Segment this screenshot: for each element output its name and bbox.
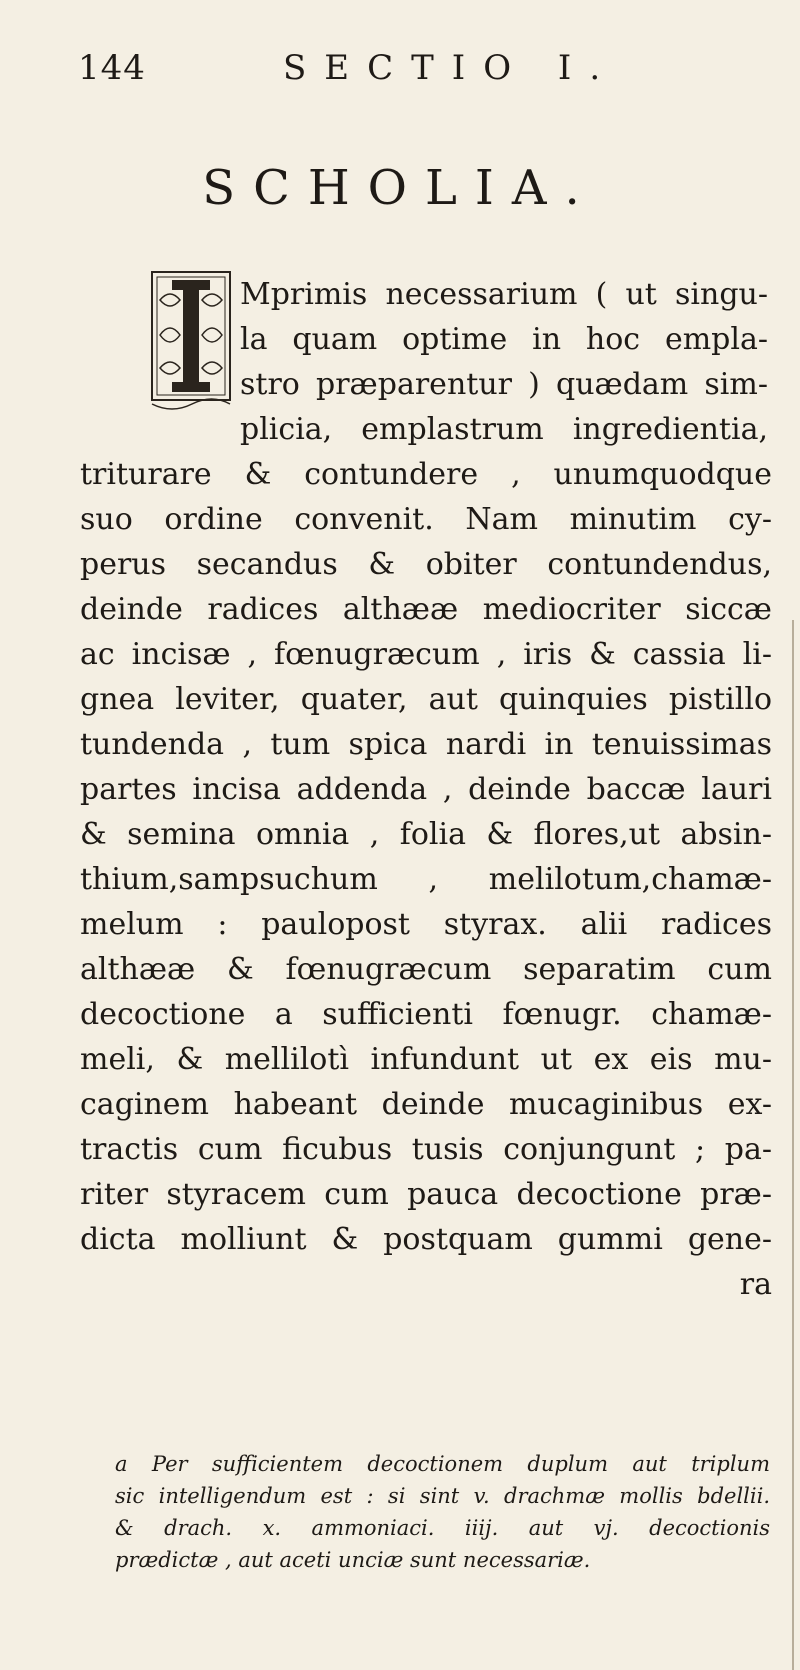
- text-line: Mprimis necessarium ( ut singu-: [240, 277, 768, 312]
- page-edge-divider: [792, 620, 794, 1670]
- footnote-line: sic intelligendum est : si sint v. drachmæ mollis bdellii.: [115, 1484, 770, 1508]
- text-line: ac incisæ , fœnugræcum , iris & cassia li-: [80, 637, 772, 672]
- footnote-line: & drach. x. ammoniaci. iiij. aut vj. decoctionis: [115, 1516, 770, 1540]
- text-line: la quam optime in hoc empla-: [240, 322, 768, 357]
- page-header: [78, 48, 638, 98]
- section-title: SCHOLIA.: [202, 160, 598, 216]
- text-line: althææ & fœnugræcum separatim cum: [80, 952, 772, 987]
- text-line: plicia, emplastrum ingredientia,: [240, 412, 768, 447]
- page-number: 144: [78, 48, 146, 88]
- body-text-block: [80, 452, 772, 1307]
- text-line: riter styracem cum pauca decoctione præ-: [80, 1177, 772, 1212]
- text-line: thium,sampsuchum , melilotum,chamæ-: [80, 862, 772, 897]
- footnote-line: a Per sufficientem decoctionem duplum aut triplum: [115, 1452, 770, 1476]
- footnote-line: prædictæ , aut aceti unciæ sunt necessariæ.: [115, 1548, 591, 1572]
- running-head: SECTIO I.: [283, 48, 619, 88]
- text-line: triturare & contundere , unumquodque: [80, 457, 772, 492]
- text-line: dicta molliunt & postquam gummi gene-: [80, 1222, 772, 1257]
- text-line: melum : paulopost styrax. alii radices: [80, 907, 772, 942]
- text-line: deinde radices althææ mediocriter siccæ: [80, 592, 772, 627]
- footnote-block: [115, 1448, 770, 1576]
- text-line: caginem habeant deinde mucaginibus ex-: [80, 1087, 772, 1122]
- text-line: tractis cum ficubus tusis conjungunt ; pa-: [80, 1132, 772, 1167]
- decorated-initial-I-icon: [150, 270, 232, 412]
- text-line: decoctione a sufficienti fœnugr. chamæ-: [80, 997, 772, 1032]
- text-line: tundenda , tum spica nardi in tenuissimas: [80, 727, 772, 762]
- text-line: perus secandus & obiter contundendus,: [80, 547, 772, 582]
- text-line: & semina omnia , folia & flores,ut absin-: [80, 817, 772, 852]
- text-line: gnea leviter, quater, aut quinquies pistillo: [80, 682, 772, 717]
- catchword: ra: [739, 1267, 772, 1302]
- text-line: suo ordine convenit. Nam minutim cy-: [80, 502, 772, 537]
- text-line: stro præparentur ) quædam sim-: [240, 367, 768, 402]
- indented-text-block: [240, 272, 768, 452]
- text-line: partes incisa addenda , deinde baccæ lauri: [80, 772, 772, 807]
- text-line: meli, & mellilotì infundunt ut ex eis mu-: [80, 1042, 772, 1077]
